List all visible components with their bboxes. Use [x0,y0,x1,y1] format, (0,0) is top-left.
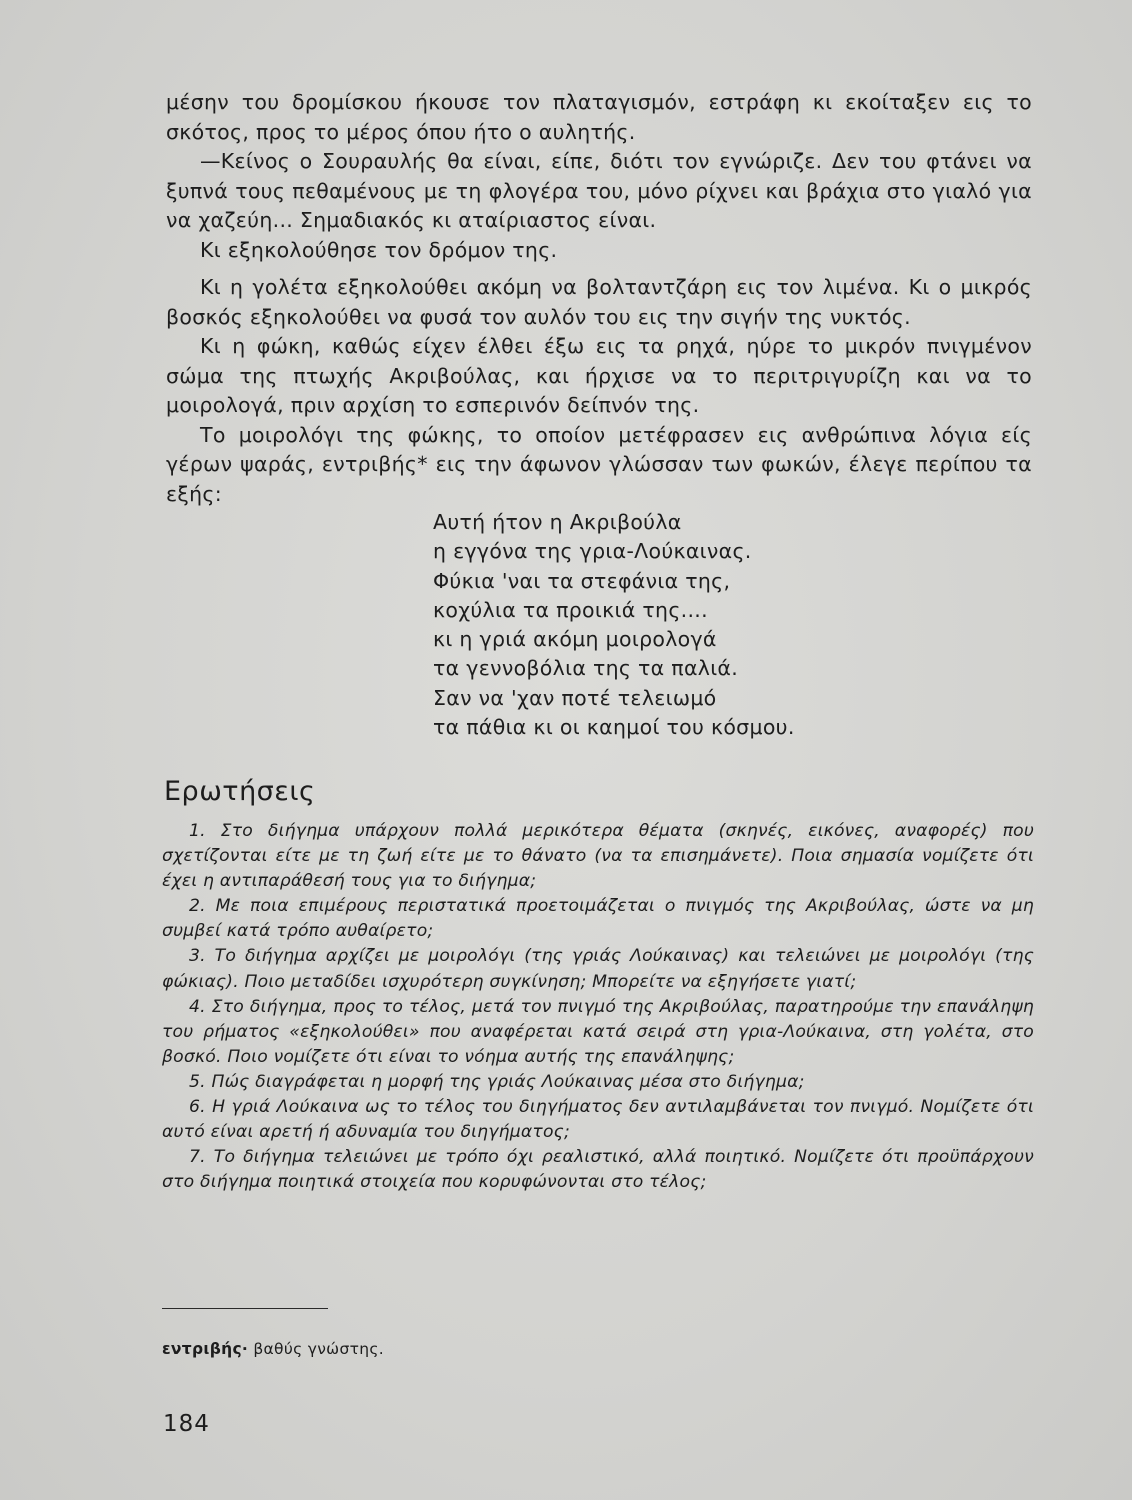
question-item: 5. Πώς διαγράφεται η μορφή της γριάς Λούκαινας μέσα στο διήγημα; [189,1071,805,1092]
seal-lament-poem [433,508,795,742]
footnote-term: εντριβής· [162,1340,249,1358]
poem-line: τα πάθια κι οι καημοί του κόσμου. [433,715,795,740]
question-item: 7. Το διήγημα τελειώνει με τρόπο όχι ρεαλιστικό, αλλά ποιητικό. Νομίζετε ότι προϋπάρχουν στο διήγημα ποιητικά στοιχεία που κορυφώνονται στο τέλος; [162,1147,1034,1193]
poem-line: η εγγόνα της γρια-Λούκαινας. [433,539,752,564]
poem-line: κοχύλια τα προικιά της.... [433,597,708,622]
footnote-definition: βαθύς γνώστης. [248,1340,384,1358]
paragraph: Κι η γολέτα εξηκολούθει ακόμη να βολταντζάρη εις τον λιμένα. Κι ο μικρός βοσκός εξηκολούθει να φυσά τον αυλόν του εις την σιγήν της νυκτός. [166,275,1032,329]
paragraph: Κι εξηκολούθησε τον δρόμον της. [200,237,558,262]
question-item: 2. Με ποια επιμέρους περιστατικά προετοιμάζεται ο πνιγμός της Ακριβούλας, ώστε να μη συμβεί κατά τρόπο αυθαίρετο; [162,896,1034,942]
question-item: 6. Η γριά Λούκαινα ως το τέλος του διηγήματος δεν αντιλαμβάνεται τον πνιγμό. Νομίζετε ότι αυτό είναι αρετή ή αδυναμία του διηγήματος; [162,1097,1034,1143]
paragraph: μέσην του δρομίσκου ήκουσε τον πλαταγισμόν, εστράφη κι εκοίταξεν εις το σκότος, προς το μέρος όπου ήτο ο αυλητής. [166,90,1032,144]
question-item: 1. Στο διήγημα υπάρχουν πολλά μερικότερα θέματα (σκηνές, εικόνες, αναφορές) που σχετίζονται είτε με τη ζωή είτε με το θάνατο (να τα επισημάνετε). Ποια σημασία νομίζετε ότι έχει η αντιπαράθεσή τους για το διήγημα; [162,821,1034,892]
poem-line: κι η γριά ακόμη μοιρολογά [433,627,717,652]
footnote-divider [162,1308,328,1309]
poem-line: Σαν να 'χαν ποτέ τελειωμό [433,685,717,710]
poem-line: τα γεννοβόλια της τα παλιά. [433,656,739,681]
question-item: 4. Στο διήγημα, προς το τέλος, μετά τον πνιγμό της Ακριβούλας, παρατηρούμε την επανάληψη του ρήματος «εξηκολούθει» που αναφέρεται κατά σειρά στη γρια-Λούκαινα, στη γολέτα, στο βοσκό. Ποιο νομίζετε ότι είναι το νόημα αυτής της επανάληψης; [162,996,1034,1067]
story-text [166,88,1032,509]
paragraph: —Κείνος ο Σουραυλής θα είναι, είπε, διότι τον εγνώριζε. Δεν του φτάνει να ξυπνά τους πεθαμένους με τη φλογέρα του, μόνο ρίχνει και βράχια στο γιαλό για να χαζεύη... Σημαδιακός κι αταίριαστος είναι. [166,149,1032,232]
paragraph: Κι η φώκη, καθώς είχεν έλθει έξω εις τα ρηχά, ηύρε το μικρόν πνιγμένον σώμα της πτωχής Ακριβούλας, και ήρχισε να το περιτριγυρίζη και να το μοιρολογά, πριν αρχίση το εσπερινόν δείπνόν της. [166,334,1032,417]
paragraph: Το μοιρολόγι της φώκης, το οποίον μετέφρασεν εις ανθρώπινα λόγια είς γέρων ψαράς, εντριβής* εις την άφωνον γλώσσαν των φωκών, έλεγε περίπου τα εξής: [166,422,1032,506]
footnote [162,1340,384,1358]
page-number: 184 [163,1411,210,1437]
poem-line: Αυτή ήτον η Ακριβούλα [433,510,682,534]
poem-line: Φύκια 'ναι τα στεφάνια της, [433,568,731,593]
questions-heading: Ερωτήσεις [164,776,316,807]
question-item: 3. Το διήγημα αρχίζει με μοιρολόγι (της γριάς Λούκαινας) και τελειώνει με μοιρολόγι (της φώκιας). Ποιο μεταδίδει ισχυρότερη συγκίνηση; Μπορείτε να εξηγήσετε γιατί; [162,946,1034,992]
questions-list [162,819,1034,1195]
